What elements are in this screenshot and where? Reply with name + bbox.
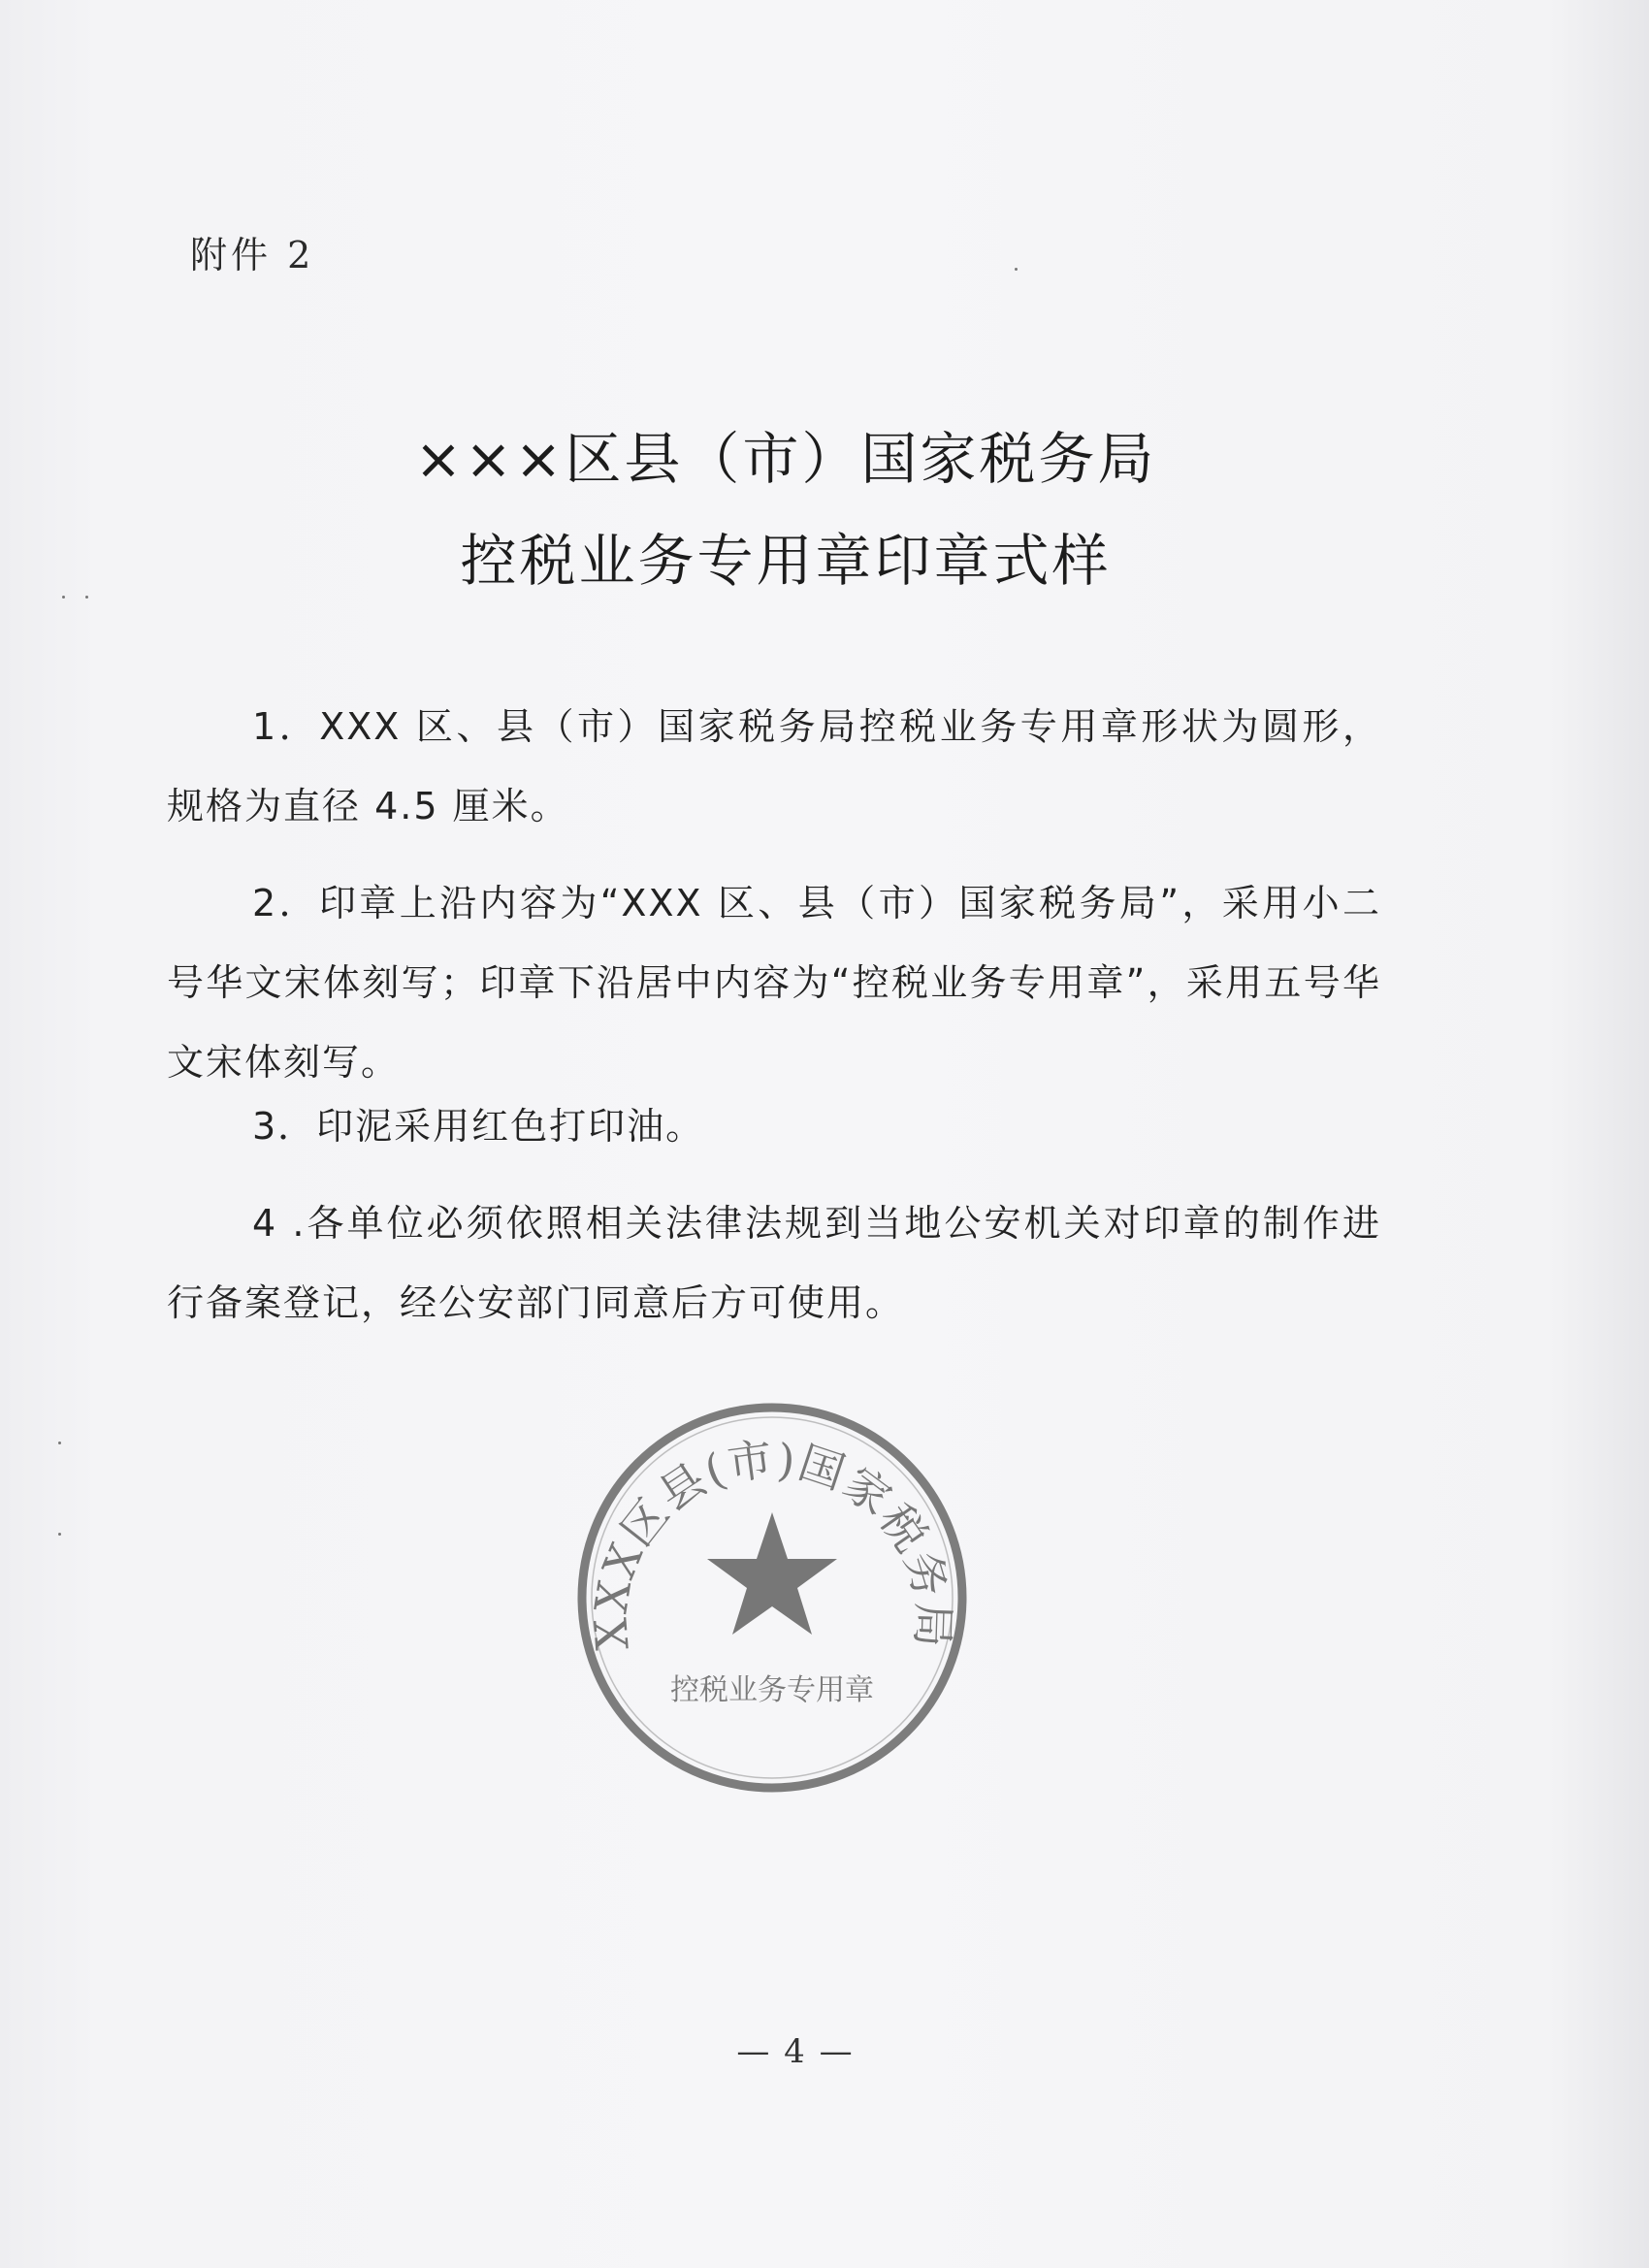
scan-speck (58, 1442, 61, 1444)
seal-upper-text: XXX区县(市)国家税务局 (584, 1432, 960, 1652)
paragraph-3: 3．印泥采用红色打印油。 (252, 1105, 705, 1148)
page-number: — 4 — (736, 2032, 855, 2071)
seal-lower-text: 控税业务专用章 (670, 1673, 874, 1707)
scan-speck (62, 596, 65, 599)
document-title-line1: ×××区县（市）国家税务局 (414, 426, 1157, 492)
scan-speck (58, 1533, 61, 1536)
attachment-label: 附件 2 (190, 234, 315, 276)
paragraph-2: 2．印章上沿内容为“XXX 区、县（市）国家税务局”，采用小二号华文宋体刻写；印章下沿居中内容为“控税业务专用章”，采用五号华文宋体刻写。 (167, 882, 1381, 1084)
seal-graphic (568, 1394, 976, 1801)
star-icon (707, 1512, 837, 1635)
paragraph-1: 1．XXX 区、县（市）国家税务局控税业务专用章形状为圆形，规格为直径 4.5 厘米。 (167, 705, 1381, 827)
scan-speck (1015, 268, 1018, 271)
document-title-line2: 控税业务专用章印章式样 (460, 528, 1112, 594)
paragraph-4: 4 .各单位必须依照相关法律法规到当地公安机关对印章的制作进行备案登记，经公安部门同意后方可使用。 (167, 1202, 1381, 1324)
scan-speck (85, 596, 88, 599)
official-seal (568, 1394, 976, 1801)
